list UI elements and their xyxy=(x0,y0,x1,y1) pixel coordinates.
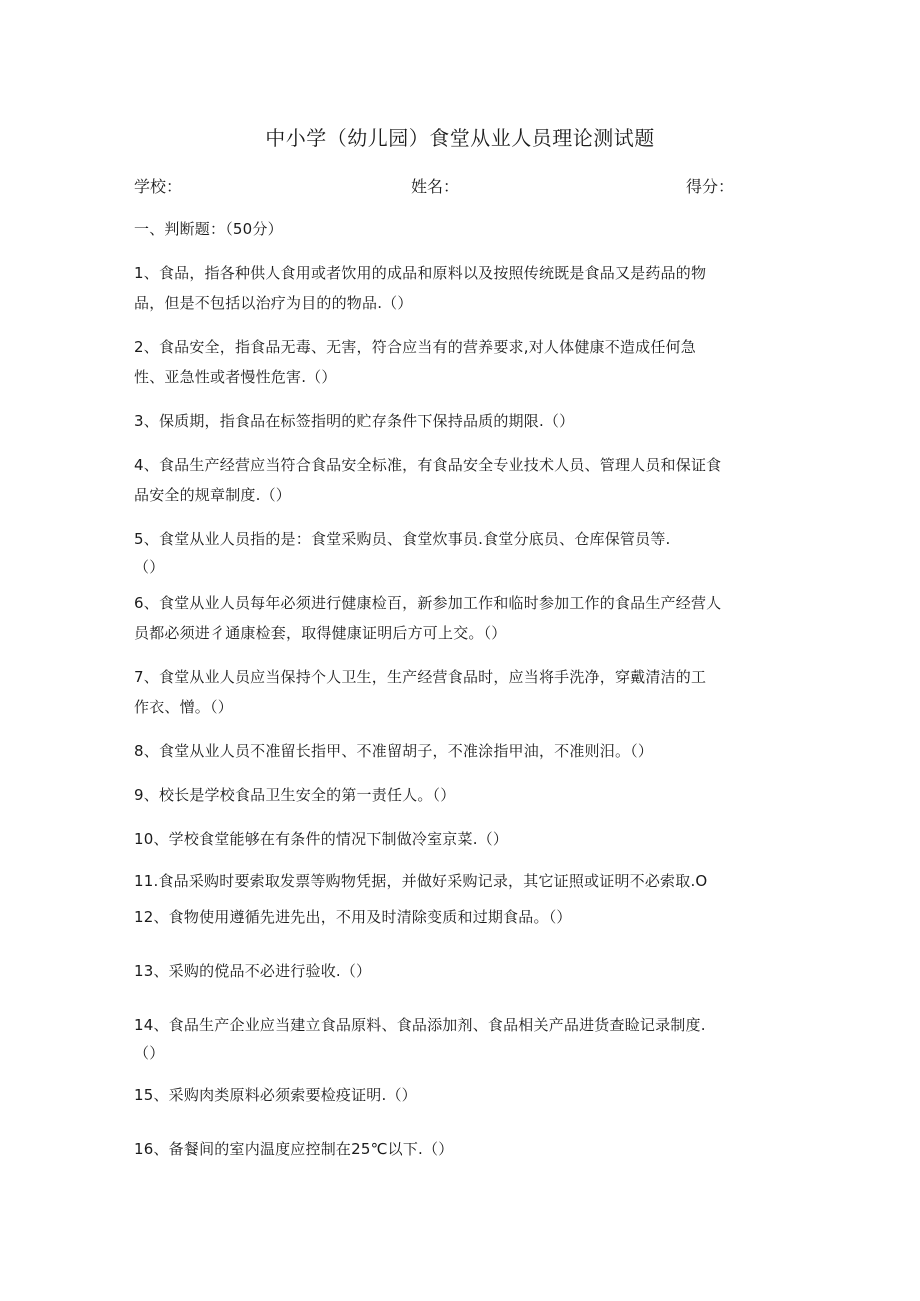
question-9-line-1: 9、校长是学校食品卫生安全的第一责任人。（） xyxy=(134,786,456,804)
question-2-line-1: 2、食品安全，指食品无毒、无害，符合应当有的营养要求,对人体健康不造成任何急 xyxy=(134,338,696,356)
question-4-line-1: 4、食品生产经营应当符合食品安全标准，有食品安全专业技术人员、管理人员和保证食 xyxy=(134,456,722,474)
question-6-line-2: 员都必须进彳通康检套，取得健康证明后方可上交。（） xyxy=(134,624,507,642)
question-16-line-1: 16、备餐间的室内温度应控制在25℃以下.（） xyxy=(134,1140,454,1158)
question-12-line-1: 12、食物使用遵循先进先出，不用及时清除变质和过期食品。（） xyxy=(134,908,572,926)
question-3-line-1: 3、保质期，指食品在标签指明的贮存条件下保持品质的期限.（） xyxy=(134,412,575,430)
name-field-label: 姓名： xyxy=(411,177,460,196)
question-1-line-1: 1、食品，指各种供人食用或者饮用的成品和原料以及按照传统既是食品又是药品的物 xyxy=(134,264,707,282)
section-heading: 一、判断题：（50分） xyxy=(134,220,283,238)
question-7-line-1: 7、食堂从业人员应当保持个人卫生，生产经营食品时，应当将手洗净，穿戴清洁的工 xyxy=(134,668,707,686)
question-7-line-2: 作衣、憎。（） xyxy=(134,698,233,716)
question-13-line-1: 13、采购的傥品不必进行验收.（） xyxy=(134,962,372,980)
question-15-line-1: 15、采购肉类原料必须索要检疫证明.（） xyxy=(134,1086,417,1104)
question-14-line-1: 14、食品生产企业应当建立食品原料、食品添加剂、食品相关产品进货查睑记录制度. xyxy=(134,1016,706,1034)
question-1-line-2: 品，但是不包括以治疗为目的的物品.（） xyxy=(134,294,413,312)
school-field-label: 学校： xyxy=(134,177,183,196)
question-14-line-2: （） xyxy=(134,1044,165,1062)
question-4-line-2: 品安全的规章制度.（） xyxy=(134,486,291,504)
question-2-line-2: 性、亚急性或者慢性危害.（） xyxy=(134,368,337,386)
question-5-line-1: 5、食堂从业人员指的是：食堂采购员、食堂炊事员.食堂分底员、仓库保管员等. xyxy=(134,530,671,548)
question-10-line-1: 10、学校食堂能够在有条件的情况下制做冷室京菜.（） xyxy=(134,830,509,848)
question-5-line-2: （） xyxy=(134,558,165,576)
question-11-line-1: 11.食品采购时要索取发票等购物凭据，并做好采购记录，其它证照或证明不必索取.O xyxy=(134,872,708,890)
question-8-line-1: 8、食堂从业人员不准留长指甲、不准留胡子，不准涂指甲油，不准则汨。（） xyxy=(134,742,654,760)
question-6-line-1: 6、食堂从业人员每年必须进行健康检百，新参加工作和临时参加工作的食品生产经营人 xyxy=(134,594,722,612)
page-title: 中小学（幼儿园）食堂从业人员理论测试题 xyxy=(265,126,655,150)
score-field-label: 得分： xyxy=(686,177,735,196)
